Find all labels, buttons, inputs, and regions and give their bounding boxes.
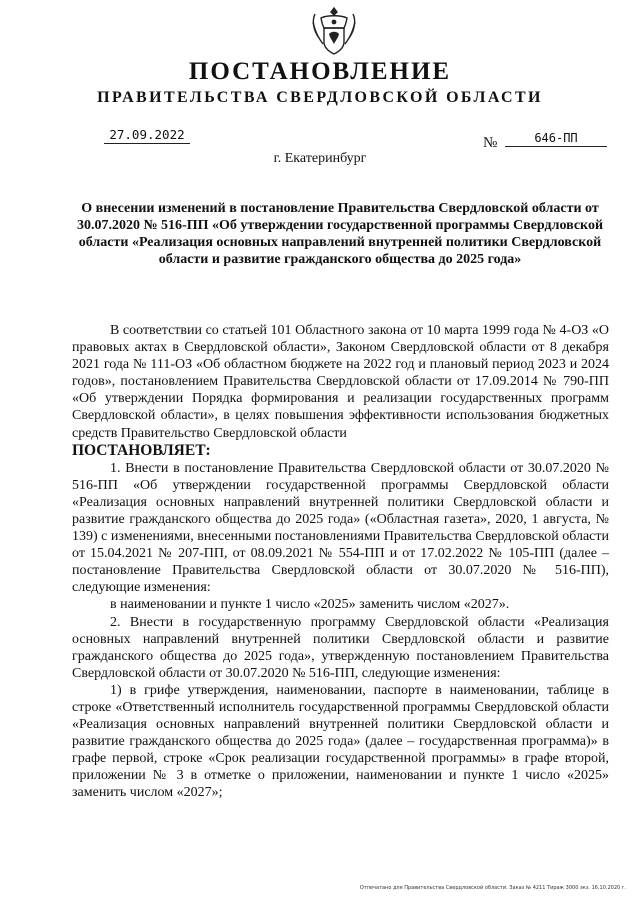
document-body [72,322,609,802]
document-date: 27.09.2022 [104,127,190,144]
coat-of-arms-emblem [307,4,361,58]
item-1-subparagraph: в наименовании и пункте 1 число «2025» заменить числом «2027». [110,597,510,613]
preamble-paragraph: В соответствии со статьей 101 Областного закона от 10 марта 1999 года № 4-ОЗ «О правовых актах в Свердловской области», Законом Свердловской области от 8 декабря 2021 года № 111-ОЗ «Об областном бюджете на 2022 год и плановый период 2023 и 2024 годов», постановлением Правительства Свердловской области от 17.09.2014 № 790-ПП «Об утверждении Порядка формирования и реализации государственных программ Свердловской области», в целях повышения эффективности использования бюджетных средств Правительство Свердловской области [72,323,609,441]
item-2-paragraph: 2. Внести в государственную программу Свердловской области «Реализация основных направлений внутренней политики Свердловской области и развитие гражданского общества до 2025 года», утвержденную постановлением Правительства Свердловской области от 30.07.2020 № 516-ПП, следующие изменения: [72,614,609,681]
decree-heading: ПОСТАНОВЛЯЕТ: [72,441,211,459]
document-heading: О внесении изменений в постановление Правительства Свердловской области от 30.07.2020 № 516-ПП «Об утверждении государственной программы Свердловской области «Реализация основных направлений внутренней политики Свердловской области и развитие гражданского общества до 2025 года» [76,201,604,267]
document-number: 646-ПП [505,131,607,147]
issuer-subtitle: ПРАВИТЕЛЬСТВА СВЕРДЛОВСКОЙ ОБЛАСТИ [97,89,543,106]
document-type-title: ПОСТАНОВЛЕНИЕ [188,58,452,85]
item-2-subparagraph-1: 1) в грифе утверждения, наименовании, паспорте в наименовании, таблице в строке «Ответственный исполнитель государственной программы Свердловской области «Реализация основных направлений внутренней политики Свердловской области и развитие гражданского общества до 2025 года» (далее – государственная программа)» в графе первой, строке «Срок реализации государственной программы» в графе второй, приложении № 3 в отметке о приложении, наименовании и пункте 1 число «2025» заменить числом «2027»; [72,682,609,801]
city-line: г. Екатеринбург [273,151,367,166]
item-1-paragraph: 1. Внести в постановление Правительства Свердловской области от 30.07.2020 № 516-ПП «Об утверждении государственной программы Свердловской области «Реализация основных направлений внутренней политики Свердловской области и развитие гражданского общества до 2025 года» («Областная газета», 2020, 1 августа, № 139) с изменениями, внесенными постановлениями Правительства Свердловской области от 15.04.2021 № 207-ПП, от 08.09.2021 № 554-ПП и от 17.02.2022 № 105-ПП (далее – постановление Правительства Свердловской области от 30.07.2020 № 516-ПП), следующие изменения: [72,460,609,596]
number-sign: № [483,135,498,151]
print-footer-note: Отпечатано для Правительства Свердловской области. Заказ № 4211 Тираж 3000 экз. 16.10.2020 г. [359,885,626,891]
